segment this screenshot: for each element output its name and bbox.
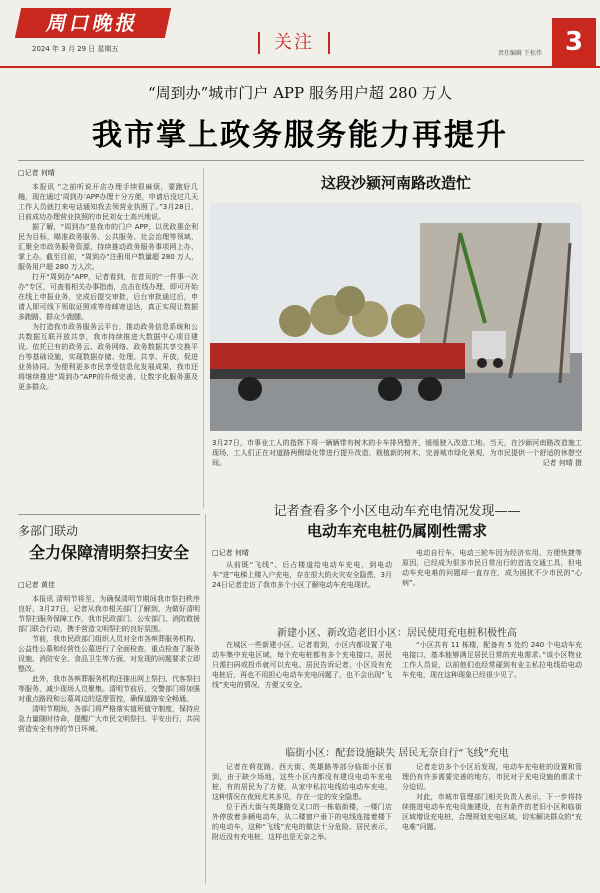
story3-section-a-col1 <box>212 640 392 738</box>
paragraph: 节前，我市民政部门组织人员对全市各殡葬服务机构、公益性公墓和经营性公墓进行了全面检查，重点检查了服务设施、消防安全、食品卫生等方面，对发现的问题要求立即整改。 <box>18 635 200 673</box>
column-divider <box>203 168 204 508</box>
story3-headline: 电动车充电桩仍属刚性需求 <box>306 522 487 540</box>
story2-rule <box>18 514 200 515</box>
lead-byline: □记者 何晴 <box>18 169 55 177</box>
paragraph: “小区共有 11 栋楼，配备有 5 处约 240 个电动车充电接口，基本能够满足居民日常的充电需求。”该小区物业工作人员说，以前他们也经常碰到有业主私拉电线给电动车充电，现在这种现象已经很少见了。 <box>402 641 582 679</box>
section-label: 关注 <box>258 32 330 54</box>
tree-transport-photo <box>210 203 582 431</box>
paragraph: 打开“周到办”APP，记者看到，在首页的“一件事一次办”专区，可查看相关办事指南，点击在线办理，即可开始在线上申报业务，完成后提交审批，后台审批通过后，申请人即可线下领取证照或等待邮寄送达，真正实现让数据多跑路、群众少跑腿。 <box>18 273 198 321</box>
photo-caption <box>212 438 582 468</box>
paragraph: 对此，市城市管理部门相关负责人表示，下一步将持续推进电动车充电设施建设，在有条件的老旧小区和临街区域增设充电桩，合理规划充电区域，切实解决群众的“充电难”问题。 <box>402 793 582 831</box>
story3-intro-col1 <box>212 560 392 622</box>
photo-headline: 这段沙颍河南路改造忙 <box>320 174 471 192</box>
story3-intro-col2 <box>402 548 582 622</box>
newspaper-logo: 周口晚报 <box>15 8 171 38</box>
paragraph: 记者走访多个小区后发现，电动车充电桩的设置和管理仍有许多需要完善的地方，市民对于充电设施的需求十分迫切。 <box>402 763 582 791</box>
paragraph: 在城区一些新建小区，记者看到，小区内都设置了电动车集中充电区域，每个充电桩都有多个充电接口，居民只需扫码或投币就可以充电。居民告诉记者，小区设有充电桩后，再也不用担心电动车充电问题了，也不会出现“飞线”充电的情况，方便又安全。 <box>212 641 392 689</box>
paragraph: 清明节期间，各部门将严格落实值班值守制度，保持应急力量随时待命，提醒广大市民文明祭扫、平安出行，共同营造安全有序的节日环境。 <box>18 705 200 733</box>
column-divider <box>205 514 206 884</box>
story2-headline: 全力保障清明祭扫安全 <box>28 543 189 562</box>
story3-section-b-col1 <box>212 762 392 882</box>
story2-body <box>18 594 200 884</box>
paragraph: 本报讯 清明节将至，为确保清明节期间我市祭扫秩序良好，3月27日，记者从我市相关部门了解到，为做好清明节祭扫服务保障工作，我市民政部门、公安部门、消防救援部门联合行动，携手营造文明祭扫的良好氛围。 <box>18 595 200 633</box>
editor-credit: 责任编辑 王松伟 <box>498 50 542 57</box>
story3-section-a-col2 <box>402 640 582 738</box>
lead-headline: 我市掌上政务服务能力再提升 <box>92 118 508 153</box>
story3-section-b-title: 临街小区：配套设施缺失 居民无奈自行“飞线”充电 <box>285 748 509 759</box>
lead-body <box>18 182 198 504</box>
lead-kicker: “周到办”城市门户 APP 服务用户超 280 万人 <box>147 84 453 102</box>
headline-rule <box>18 160 584 161</box>
paragraph: 从前既“飞线”、后占楼道给电动车充电，到电动车“进”电梯上楼入户充电，存在很大的火灾安全隐患，3月24日记者走访了我市多个小区了解电动车充电现状。 <box>212 561 392 589</box>
header-rule <box>0 66 600 68</box>
caption-text: 3月27日，市事业工人的指挥下将一辆辆带有树木的卡车排列整齐，缓缓驶入改造工地。当天，在沙颍河南路改造施工现场，工人们正在对道路两侧绿化带进行提升改造，栽植新的树木，完善城市绿化景观，为市民提供一个舒适的休憩空间。 <box>212 439 582 467</box>
story3-section-b-col2 <box>402 762 582 882</box>
paragraph: 记者在荷花路、西大街、英雄路等部分临街小区看到，由于缺少场地，这些小区内都没有建设电动车充电桩，有的居民为了方便，从家中私拉电线给电动车充电，这种情况在夜间尤其多见，存在一定的安全隐患。 <box>212 763 392 801</box>
paragraph: 据了解，“周到办”是我市的门户 APP，以优政惠企利民为目标，瞄准政务服务、公共服务、社会治理等领域，汇聚全市政务服务资源，持续推动政务服务事项网上办、掌上办。截至目前，“周到办”注册用户数量超 280 万人，服务用户超 280 万人次。 <box>18 223 198 271</box>
page-number: 3 <box>552 18 596 66</box>
paragraph: 为打造我市政务服务云平台，推动政务信息系统和公共数据互联开放共享，我市持续推进大数据中心项目建设。依托已有的政务云、政务网络、政务数据共享交换平台等基础设施，实现数据存储、处理、共享、开放，促进业务协同。为便利更多市民享受信息化发展成果，我市还将继续推进“周到办”APP的升级完善，让数字化服务惠及更多群众。 <box>18 323 198 391</box>
paragraph: 本报讯 “之前听说开店办理手续很麻烦，要跑好几趟，现在通过‘周到办’APP办理十分方便，申请后没过几天工作人员就打来电话通知我去领营业执照了。”3月28日，日前成功办理营业执照的市民刘女士高兴地说。 <box>18 183 198 221</box>
photo-credit: 记者 何晴 摄 <box>542 459 582 467</box>
paragraph: 此外，我市各殡葬服务机构还推出网上祭扫、代客祭扫等服务，减少现场人员聚集。清明节前后，交警部门将加强对重点路段和公墓周边的巡逻管控，确保道路安全畅通。 <box>18 675 200 703</box>
story2-kicker: 多部门联动 <box>18 524 79 538</box>
masthead <box>0 0 600 62</box>
story3-byline: □记者 何晴 <box>212 549 249 557</box>
story3-section-a-title: 新建小区、新改造老旧小区：居民使用充电桩积极性高 <box>277 628 517 639</box>
paragraph: 电动自行车、电动三轮车因为经济实用、方便快捷等原因，已经成为很多市民日常出行的首选交通工具，但电动车充电难的问题却一直存在，成为困扰不少市民的“心病”。 <box>402 549 582 587</box>
issue-date: 2024 年 3 月 29 日 星期五 <box>32 45 119 53</box>
story2-byline: □记者 黄佳 <box>18 581 55 589</box>
story3-kicker: 记者查看多个小区电动车充电情况发现—— <box>273 504 521 519</box>
paragraph: 位于西大街与英雄路交叉口的一栋临街楼，一楼门店外停放着多辆电动车，从二楼窗户垂下的电线连接着楼下的电动车，这种“飞线”充电的做法十分危险。居民表示，附近没有充电桩，这样也是无奈之举。 <box>212 803 392 841</box>
news-photo <box>210 203 582 431</box>
